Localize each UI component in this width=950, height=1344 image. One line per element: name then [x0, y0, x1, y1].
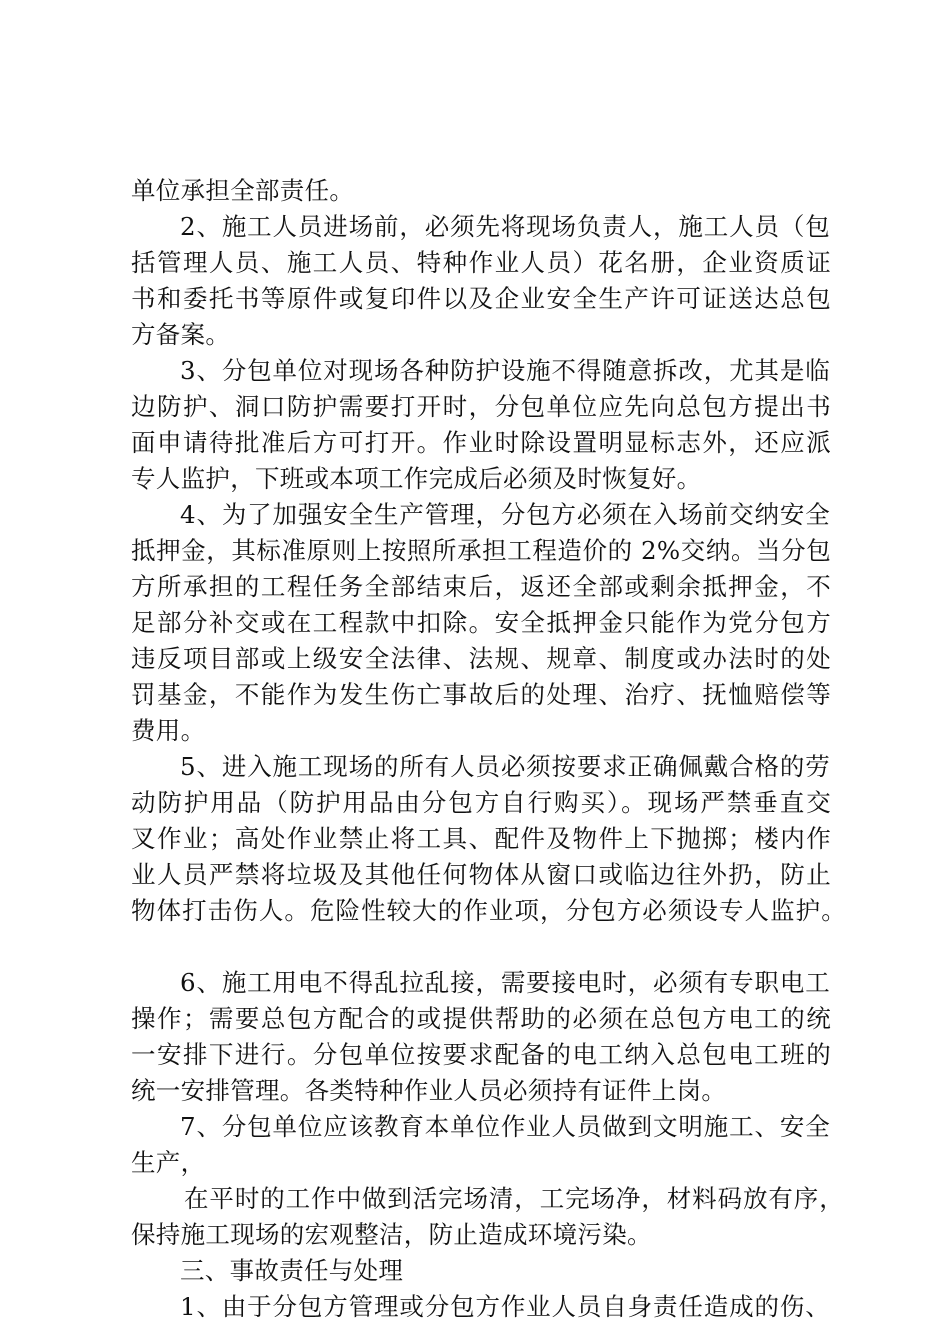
- text-line: 方所承担的工程任务全部结束后，返还全部或剩余抵押金，不: [131, 572, 831, 601]
- text-line: 单位承担全部责任。: [131, 176, 355, 205]
- text-line: 操作；需要总包方配合的或提供帮助的必须在总包方电工的统: [131, 1004, 831, 1033]
- text-line: 业人员严禁将垃圾及其他任何物体从窗口或临边往外扔，防止: [131, 860, 831, 889]
- text-line: 面申请待批准后方可打开。作业时除设置明显标志外，还应派: [131, 428, 831, 457]
- paragraph-3-line-1: 3、分包单位对现场各种防护设施不得随意拆改，尤其是临: [180, 356, 830, 385]
- text-line: 生产，: [131, 1148, 206, 1177]
- text-line: 足部分补交或在工程款中扣除。安全抵押金只能作为党分包方: [131, 608, 831, 637]
- text-line: 边防护、洞口防护需要打开时，分包单位应先向总包方提出书: [131, 392, 831, 421]
- text-line: 物体打击伤人。危险性较大的作业项，分包方必须设专人监护。: [131, 896, 846, 925]
- text-line: 违反项目部或上级安全法律、法规、规章、制度或办法时的处: [131, 644, 831, 673]
- paragraph-2-line-1: 2、施工人员进场前，必须先将现场负责人，施工人员（包: [180, 212, 830, 241]
- text-line: 方备案。: [131, 320, 231, 349]
- text-line: 费用。: [131, 716, 206, 745]
- text-line: 一安排下进行。分包单位按要求配备的电工纳入总包电工班的: [131, 1040, 831, 1069]
- text-line: 罚基金，不能作为发生伤亡事故后的处理、治疗、抚恤赔偿等: [131, 680, 831, 709]
- text-line: 统一安排管理。各类特种作业人员必须持有证件上岗。: [131, 1076, 727, 1105]
- text-line: 在平时的工作中做到活完场清，工完场净，材料码放有序，: [184, 1184, 844, 1213]
- paragraph-4-line-1: 4、为了加强安全生产管理，分包方必须在入场前交纳安全: [180, 500, 830, 529]
- text-line: 括管理人员、施工人员、特种作业人员）花名册，企业资质证: [131, 248, 831, 277]
- paragraph-7-line-1: 7、分包单位应该教育本单位作业人员做到文明施工、安全: [180, 1112, 830, 1141]
- text-line: 书和委托书等原件或复印件以及企业安全生产许可证送达总包: [131, 284, 831, 313]
- paragraph-5-line-1: 5、进入施工现场的所有人员必须按要求正确佩戴合格的劳: [180, 752, 830, 781]
- paragraph-6-line-1: 6、施工用电不得乱拉乱接，需要接电时，必须有专职电工: [180, 968, 830, 997]
- section-heading: 三、事故责任与处理: [180, 1256, 404, 1285]
- text-line: 保持施工现场的宏观整洁，防止造成环境污染。: [131, 1220, 652, 1249]
- text-line: 动防护用品（防护用品由分包方自行购买）。现场严禁垂直交: [131, 788, 831, 817]
- text-line: 叉作业；高处作业禁止将工具、配件及物件上下抛掷；楼内作: [131, 824, 831, 853]
- text-line: 专人监护，下班或本项工作完成后必须及时恢复好。: [131, 464, 702, 493]
- paragraph-accident-line-1: 1、由于分包方管理或分包方作业人员自身责任造成的伤、: [180, 1292, 830, 1321]
- text-line: 抵押金，其标准原则上按照所承担工程造价的 2%交纳。当分包: [131, 536, 831, 565]
